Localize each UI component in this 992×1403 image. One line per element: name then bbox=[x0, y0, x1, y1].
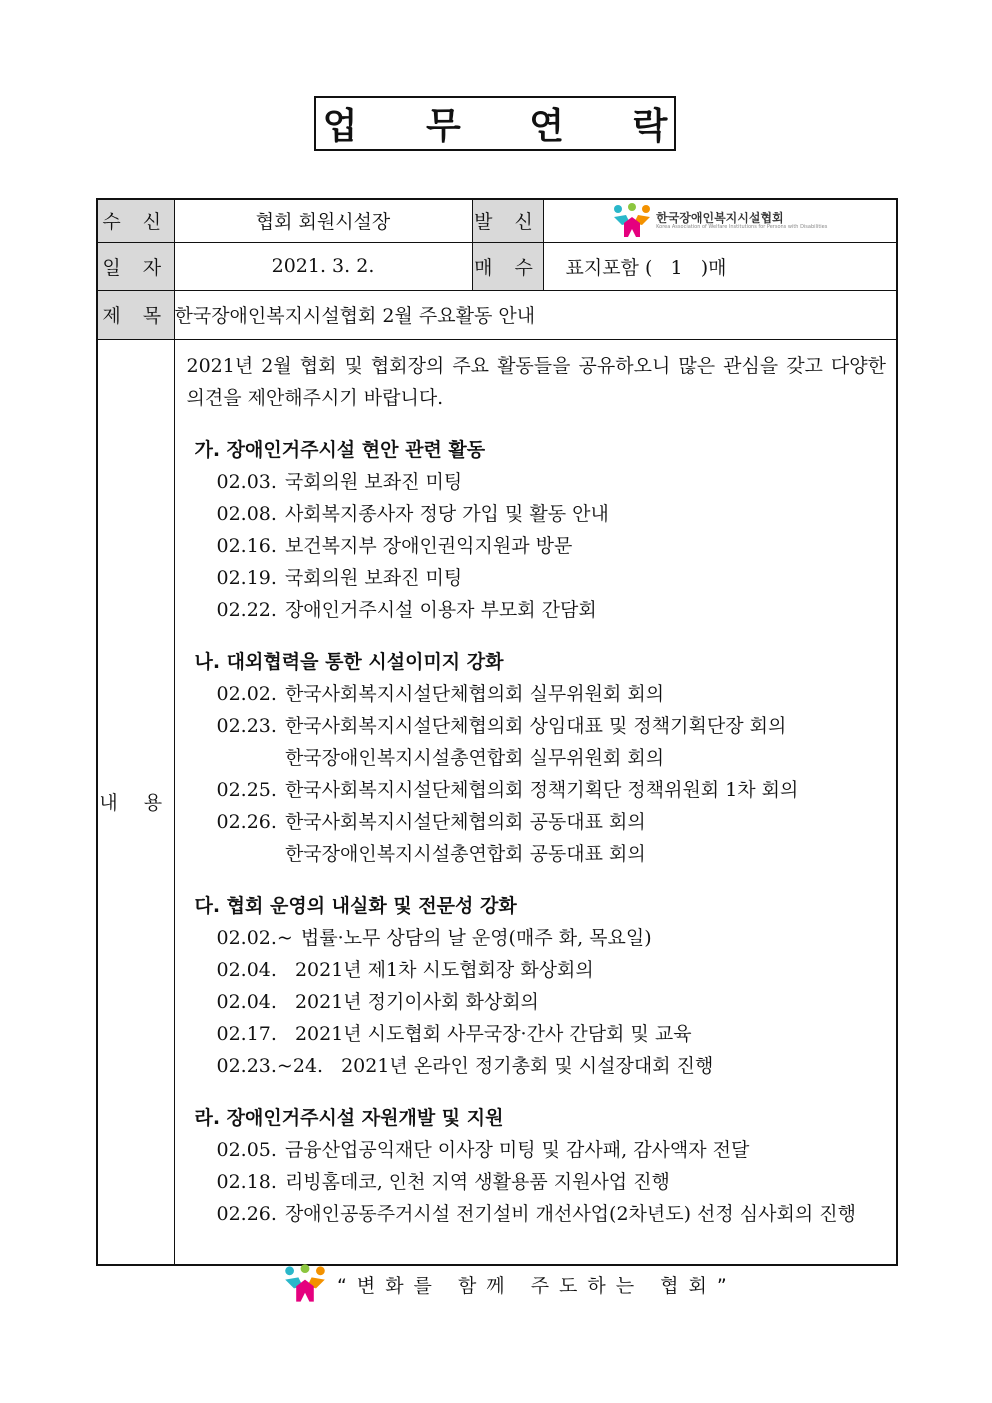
sender-org-name-en: Korea Association of Welfare Institutions for Persons with Disabilities bbox=[656, 223, 828, 230]
subject-row bbox=[97, 290, 897, 339]
activity-date: 02.17. bbox=[216, 1022, 277, 1045]
activity-item bbox=[217, 922, 887, 954]
activity-date: 02.16. bbox=[216, 534, 277, 557]
activity-description: 2021년 정기이사회 화상회의 bbox=[294, 990, 539, 1013]
activity-item bbox=[217, 594, 887, 626]
document-title-box bbox=[314, 96, 696, 151]
content-label: 내 용 bbox=[97, 339, 174, 1265]
date-row bbox=[97, 242, 897, 290]
footer-slogan: “변화를 함께 주도하는 협회” bbox=[337, 1274, 737, 1297]
content-row bbox=[97, 339, 897, 1265]
content-cell bbox=[174, 339, 897, 1265]
activity-description: 한국사회복지시설단체협의회 상임대표 및 정책기획단장 회의 bbox=[284, 714, 787, 737]
activity-section bbox=[187, 646, 887, 870]
activity-date: 02.02. bbox=[216, 682, 277, 705]
activity-item bbox=[217, 562, 887, 594]
activity-description: 법률·노무 상담의 날 운영(매주 화, 목요일) bbox=[300, 926, 652, 949]
activity-section bbox=[187, 434, 887, 626]
document-title: 업 무 연 락 bbox=[322, 106, 696, 147]
activity-date: 02.05. bbox=[216, 1138, 277, 1161]
activity-date: 02.03. bbox=[216, 470, 277, 493]
activity-description: 2021년 온라인 정기총회 및 시설장대회 진행 bbox=[341, 1054, 714, 1077]
activity-item bbox=[217, 1018, 887, 1050]
activity-date: 02.22. bbox=[216, 598, 277, 621]
activity-description: 한국장애인복지시설총연합회 공동대표 회의 bbox=[284, 842, 646, 865]
activity-item bbox=[217, 1050, 887, 1082]
activity-date: 02.18. bbox=[216, 1170, 277, 1193]
activity-item bbox=[217, 954, 887, 986]
date-value: 2021. 3. 2. bbox=[174, 242, 472, 290]
activity-section bbox=[187, 890, 887, 1082]
activity-date: 02.02.~ bbox=[216, 926, 293, 949]
activity-item bbox=[217, 774, 887, 806]
recipient-value: 협회 회원시설장 bbox=[174, 199, 472, 242]
activity-date: 02.19. bbox=[216, 566, 277, 589]
activity-item bbox=[217, 530, 887, 562]
activity-description: 금융산업공익재단 이사장 미팅 및 감사패, 감사액자 전달 bbox=[284, 1138, 750, 1161]
sender-logo bbox=[544, 203, 897, 239]
activity-item bbox=[217, 1134, 887, 1166]
activity-description: 국회의원 보좌진 미팅 bbox=[284, 566, 463, 589]
sender-label: 발 신 bbox=[472, 199, 543, 242]
pages-value: 표지포함 ( 1 )매 bbox=[543, 242, 897, 290]
footer bbox=[283, 1264, 737, 1304]
subject-value: 한국장애인복지시설협회 2월 주요활동 안내 bbox=[174, 290, 897, 339]
section-heading: 가. 장애인거주시설 현안 관련 활동 bbox=[194, 438, 486, 461]
section-heading: 다. 협회 운영의 내실화 및 전문성 강화 bbox=[194, 894, 517, 917]
activity-section bbox=[187, 1102, 887, 1230]
activity-date: 02.25. bbox=[216, 778, 277, 801]
association-logo-icon bbox=[612, 203, 652, 239]
activity-item bbox=[217, 986, 887, 1018]
pages-label: 매 수 bbox=[472, 242, 543, 290]
activity-description: 보건복지부 장애인권익지원과 방문 bbox=[284, 534, 573, 557]
activity-date: 02.04. bbox=[216, 958, 277, 981]
activity-date: 02.23.~24. bbox=[216, 1054, 324, 1077]
section-heading: 나. 대외협력을 통한 시설이미지 강화 bbox=[194, 650, 504, 673]
activity-description: 한국사회복지시설단체협의회 공동대표 회의 bbox=[284, 810, 646, 833]
intro-text: 2021년 2월 협회 및 협회장의 주요 활동들을 공유하오니 많은 관심을 갖고 다양한 의견을 제안해주시기 바랍니다. bbox=[186, 354, 886, 409]
activity-item bbox=[217, 678, 887, 710]
activity-description: 장애인거주시설 이용자 부모회 간담회 bbox=[284, 598, 597, 621]
section-heading: 라. 장애인거주시설 자원개발 및 지원 bbox=[194, 1106, 504, 1129]
activity-item bbox=[217, 466, 887, 498]
subject-label: 제 목 bbox=[97, 290, 174, 339]
activity-description: 국회의원 보좌진 미팅 bbox=[284, 470, 463, 493]
activity-item bbox=[217, 806, 887, 870]
activity-description: 한국장애인복지시설총연합회 실무위원회 회의 bbox=[284, 746, 665, 769]
activity-description: 한국사회복지시설단체협의회 실무위원회 회의 bbox=[284, 682, 665, 705]
activity-description: 리빙홈데코, 인천 지역 생활용품 지원사업 진행 bbox=[284, 1170, 670, 1193]
activity-date: 02.23. bbox=[216, 714, 277, 737]
activity-description: 2021년 시도협회 사무국장·간사 간담회 및 교육 bbox=[294, 1022, 692, 1045]
activity-description: 사회복지종사자 정당 가입 및 활동 안내 bbox=[284, 502, 609, 525]
content-body bbox=[175, 340, 897, 1264]
activity-description: 장애인공동주거시설 전기설비 개선사업(2차년도) 선정 심사회의 진행 bbox=[284, 1202, 856, 1225]
activity-date: 02.08. bbox=[216, 502, 277, 525]
activity-item bbox=[217, 710, 887, 774]
recipient-row bbox=[97, 199, 897, 242]
activity-date: 02.04. bbox=[216, 990, 277, 1013]
memo-header-table bbox=[96, 198, 898, 1266]
date-label: 일 자 bbox=[97, 242, 174, 290]
activity-item bbox=[217, 1166, 887, 1198]
association-logo-icon bbox=[283, 1264, 327, 1304]
recipient-label: 수 신 bbox=[97, 199, 174, 242]
activity-description: 한국사회복지시설단체협의회 정책기획단 정책위원회 1차 회의 bbox=[284, 778, 799, 801]
activity-item bbox=[217, 1198, 887, 1230]
activity-description: 2021년 제1차 시도협회장 화상회의 bbox=[294, 958, 594, 981]
activity-date: 02.26. bbox=[216, 1202, 277, 1225]
activity-item bbox=[217, 498, 887, 530]
activity-date: 02.26. bbox=[216, 810, 277, 833]
sender-value bbox=[543, 199, 897, 242]
sender-org-name: 한국장애인복지시설협회 bbox=[656, 210, 784, 225]
